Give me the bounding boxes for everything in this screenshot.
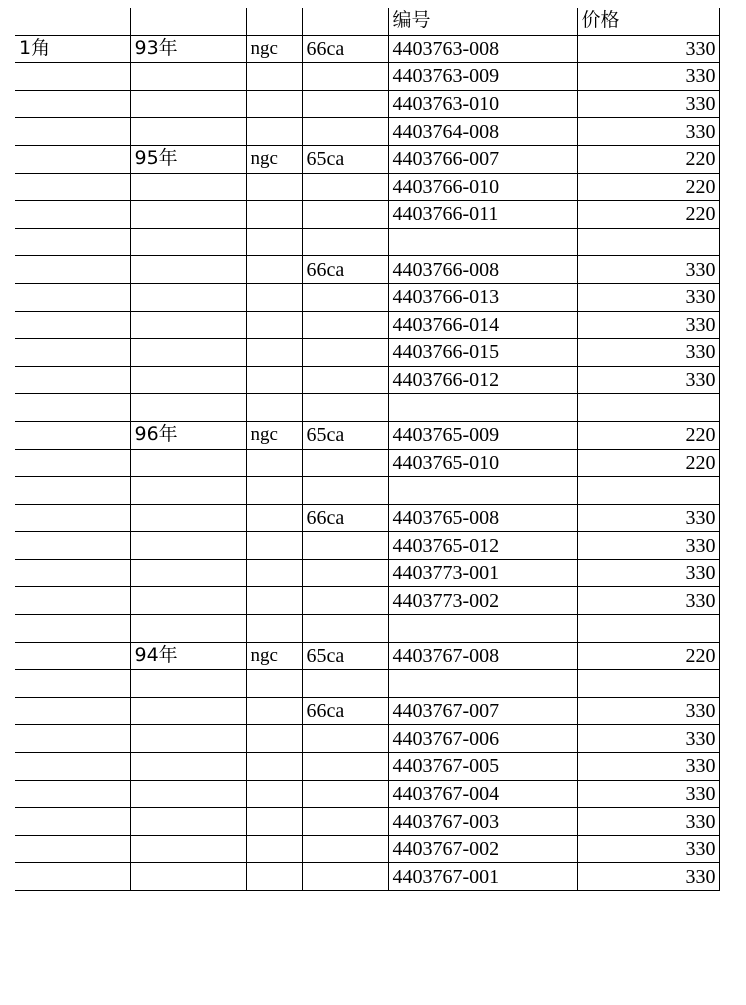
grader-cell (246, 228, 302, 256)
table-row (15, 339, 719, 367)
grade-cell (302, 808, 388, 836)
year-cell (130, 366, 246, 394)
table-row (15, 615, 719, 643)
denomination-cell (15, 449, 130, 477)
grader-cell (246, 615, 302, 643)
header-cell-blank (246, 8, 302, 35)
price-cell: 330 (577, 283, 719, 311)
year-cell (130, 173, 246, 201)
price-cell: 330 (577, 780, 719, 808)
serial-cell: 4403767-008 (388, 642, 577, 670)
year-cell (130, 697, 246, 725)
grade-cell (302, 615, 388, 643)
table-row (15, 449, 719, 477)
serial-cell: 4403766-015 (388, 339, 577, 367)
year-cell (130, 283, 246, 311)
price-cell: 330 (577, 753, 719, 781)
serial-cell: 4403767-006 (388, 725, 577, 753)
year-cell (130, 90, 246, 118)
grade-cell (302, 863, 388, 891)
serial-cell: 4403767-005 (388, 753, 577, 781)
year-cell (130, 725, 246, 753)
grade-cell (302, 366, 388, 394)
grader-cell (246, 477, 302, 505)
table-row (15, 725, 719, 753)
price-cell: 330 (577, 63, 719, 91)
price-cell: 330 (577, 863, 719, 891)
price-cell: 330 (577, 256, 719, 284)
serial-cell: 4403763-009 (388, 63, 577, 91)
grade-cell: 66ca (302, 504, 388, 532)
table-row (15, 366, 719, 394)
grader-cell (246, 559, 302, 587)
year-cell (130, 228, 246, 256)
serial-cell: 4403766-014 (388, 311, 577, 339)
grader-cell (246, 808, 302, 836)
serial-cell: 4403766-013 (388, 283, 577, 311)
grade-cell: 65ca (302, 421, 388, 449)
table-row (15, 835, 719, 863)
table-row (15, 670, 719, 698)
price-cell: 330 (577, 504, 719, 532)
table-row (15, 90, 719, 118)
year-cell: 96年 (130, 421, 246, 449)
grade-cell: 65ca (302, 642, 388, 670)
grader-cell (246, 725, 302, 753)
table-row (15, 173, 719, 201)
denomination-cell (15, 201, 130, 229)
grader-cell (246, 173, 302, 201)
serial-cell (388, 477, 577, 505)
denomination-cell (15, 90, 130, 118)
grade-cell (302, 394, 388, 422)
price-cell: 220 (577, 421, 719, 449)
year-cell (130, 559, 246, 587)
grade-cell (302, 449, 388, 477)
denomination-cell (15, 504, 130, 532)
year-cell: 94年 (130, 642, 246, 670)
year-cell (130, 753, 246, 781)
table-body (15, 8, 719, 891)
spreadsheet (15, 8, 719, 891)
table-row (15, 808, 719, 836)
year-cell (130, 394, 246, 422)
serial-cell: 4403763-010 (388, 90, 577, 118)
serial-cell: 4403766-012 (388, 366, 577, 394)
denomination-cell: 1角 (15, 35, 130, 63)
denomination-cell (15, 559, 130, 587)
grade-cell: 66ca (302, 697, 388, 725)
serial-cell: 4403766-007 (388, 145, 577, 173)
table-row (15, 35, 719, 63)
denomination-cell (15, 63, 130, 91)
price-cell: 330 (577, 725, 719, 753)
table-row (15, 311, 719, 339)
header-row (15, 8, 719, 35)
coin-table (15, 8, 720, 891)
table-row (15, 863, 719, 891)
denomination-cell (15, 173, 130, 201)
denomination-cell (15, 532, 130, 560)
grader-cell (246, 697, 302, 725)
grader-cell (246, 753, 302, 781)
header-cell-blank (130, 8, 246, 35)
year-cell (130, 670, 246, 698)
table-row (15, 780, 719, 808)
grade-cell (302, 90, 388, 118)
price-cell: 330 (577, 587, 719, 615)
table-row (15, 697, 719, 725)
table-row (15, 532, 719, 560)
serial-cell: 4403767-001 (388, 863, 577, 891)
table-row (15, 201, 719, 229)
price-cell: 220 (577, 145, 719, 173)
serial-cell: 4403773-002 (388, 587, 577, 615)
grader-cell (246, 118, 302, 146)
serial-cell (388, 228, 577, 256)
denomination-cell (15, 780, 130, 808)
denomination-cell (15, 835, 130, 863)
table-row (15, 228, 719, 256)
serial-cell: 4403765-010 (388, 449, 577, 477)
price-cell: 220 (577, 449, 719, 477)
grader-cell (246, 366, 302, 394)
grader-cell (246, 670, 302, 698)
grader-cell (246, 201, 302, 229)
price-cell: 330 (577, 339, 719, 367)
grader-cell (246, 504, 302, 532)
year-cell (130, 339, 246, 367)
year-cell (130, 311, 246, 339)
price-cell: 330 (577, 532, 719, 560)
price-cell (577, 228, 719, 256)
serial-cell: 4403765-009 (388, 421, 577, 449)
serial-cell: 4403766-010 (388, 173, 577, 201)
price-cell: 220 (577, 201, 719, 229)
serial-cell (388, 615, 577, 643)
grade-cell: 66ca (302, 35, 388, 63)
price-cell (577, 670, 719, 698)
price-cell: 330 (577, 808, 719, 836)
denomination-cell (15, 366, 130, 394)
grade-cell (302, 228, 388, 256)
serial-cell: 4403773-001 (388, 559, 577, 587)
year-cell (130, 63, 246, 91)
denomination-cell (15, 863, 130, 891)
grade-cell (302, 283, 388, 311)
denomination-cell (15, 394, 130, 422)
grader-cell: ngc (246, 35, 302, 63)
year-cell (130, 504, 246, 532)
grade-cell (302, 311, 388, 339)
serial-cell: 4403766-008 (388, 256, 577, 284)
grader-cell (246, 339, 302, 367)
table-row (15, 559, 719, 587)
grade-cell (302, 835, 388, 863)
denomination-cell (15, 670, 130, 698)
grader-cell (246, 532, 302, 560)
grade-cell (302, 725, 388, 753)
price-cell: 330 (577, 118, 719, 146)
denomination-cell (15, 697, 130, 725)
grader-cell (246, 256, 302, 284)
serial-cell: 4403767-007 (388, 697, 577, 725)
grade-cell (302, 201, 388, 229)
year-cell (130, 201, 246, 229)
grade-cell (302, 118, 388, 146)
header-serial: 编号 (388, 8, 577, 35)
denomination-cell (15, 339, 130, 367)
price-cell: 330 (577, 835, 719, 863)
serial-cell: 4403763-008 (388, 35, 577, 63)
grader-cell (246, 863, 302, 891)
grader-cell: ngc (246, 642, 302, 670)
table-row (15, 118, 719, 146)
year-cell (130, 118, 246, 146)
price-cell: 220 (577, 642, 719, 670)
grader-cell (246, 311, 302, 339)
grader-cell (246, 449, 302, 477)
table-row (15, 283, 719, 311)
header-cell-blank (302, 8, 388, 35)
grade-cell (302, 559, 388, 587)
grader-cell (246, 283, 302, 311)
year-cell (130, 587, 246, 615)
year-cell: 95年 (130, 145, 246, 173)
table-row (15, 504, 719, 532)
year-cell (130, 780, 246, 808)
denomination-cell (15, 421, 130, 449)
denomination-cell (15, 118, 130, 146)
price-cell (577, 477, 719, 505)
serial-cell: 4403765-008 (388, 504, 577, 532)
denomination-cell (15, 228, 130, 256)
year-cell (130, 256, 246, 284)
grade-cell: 66ca (302, 256, 388, 284)
year-cell (130, 808, 246, 836)
year-cell (130, 532, 246, 560)
year-cell: 93年 (130, 35, 246, 63)
serial-cell: 4403767-002 (388, 835, 577, 863)
price-cell: 330 (577, 90, 719, 118)
table-row (15, 63, 719, 91)
price-cell: 330 (577, 697, 719, 725)
year-cell (130, 863, 246, 891)
denomination-cell (15, 283, 130, 311)
year-cell (130, 835, 246, 863)
grader-cell (246, 835, 302, 863)
table-row (15, 587, 719, 615)
denomination-cell (15, 587, 130, 615)
grader-cell (246, 780, 302, 808)
denomination-cell (15, 477, 130, 505)
denomination-cell (15, 311, 130, 339)
grade-cell (302, 477, 388, 505)
grade-cell (302, 63, 388, 91)
serial-cell: 4403766-011 (388, 201, 577, 229)
price-cell: 330 (577, 311, 719, 339)
table-row (15, 477, 719, 505)
grade-cell: 65ca (302, 145, 388, 173)
header-price: 价格 (577, 8, 719, 35)
grade-cell (302, 753, 388, 781)
table-row (15, 394, 719, 422)
serial-cell (388, 394, 577, 422)
serial-cell: 4403767-004 (388, 780, 577, 808)
denomination-cell (15, 725, 130, 753)
year-cell (130, 615, 246, 643)
table-row (15, 421, 719, 449)
denomination-cell (15, 615, 130, 643)
denomination-cell (15, 256, 130, 284)
serial-cell: 4403765-012 (388, 532, 577, 560)
grade-cell (302, 339, 388, 367)
grade-cell (302, 173, 388, 201)
price-cell (577, 394, 719, 422)
denomination-cell (15, 753, 130, 781)
grader-cell: ngc (246, 145, 302, 173)
price-cell: 330 (577, 35, 719, 63)
header-cell-blank (15, 8, 130, 35)
denomination-cell (15, 642, 130, 670)
grader-cell (246, 587, 302, 615)
table-row (15, 145, 719, 173)
serial-cell: 4403764-008 (388, 118, 577, 146)
grader-cell (246, 63, 302, 91)
grade-cell (302, 532, 388, 560)
table-row (15, 642, 719, 670)
price-cell: 220 (577, 173, 719, 201)
table-row (15, 256, 719, 284)
table-row (15, 753, 719, 781)
grade-cell (302, 587, 388, 615)
year-cell (130, 477, 246, 505)
price-cell: 330 (577, 559, 719, 587)
grader-cell (246, 394, 302, 422)
grade-cell (302, 780, 388, 808)
price-cell: 330 (577, 366, 719, 394)
grader-cell: ngc (246, 421, 302, 449)
grade-cell (302, 670, 388, 698)
price-cell (577, 615, 719, 643)
grader-cell (246, 90, 302, 118)
serial-cell (388, 670, 577, 698)
denomination-cell (15, 808, 130, 836)
serial-cell: 4403767-003 (388, 808, 577, 836)
denomination-cell (15, 145, 130, 173)
year-cell (130, 449, 246, 477)
